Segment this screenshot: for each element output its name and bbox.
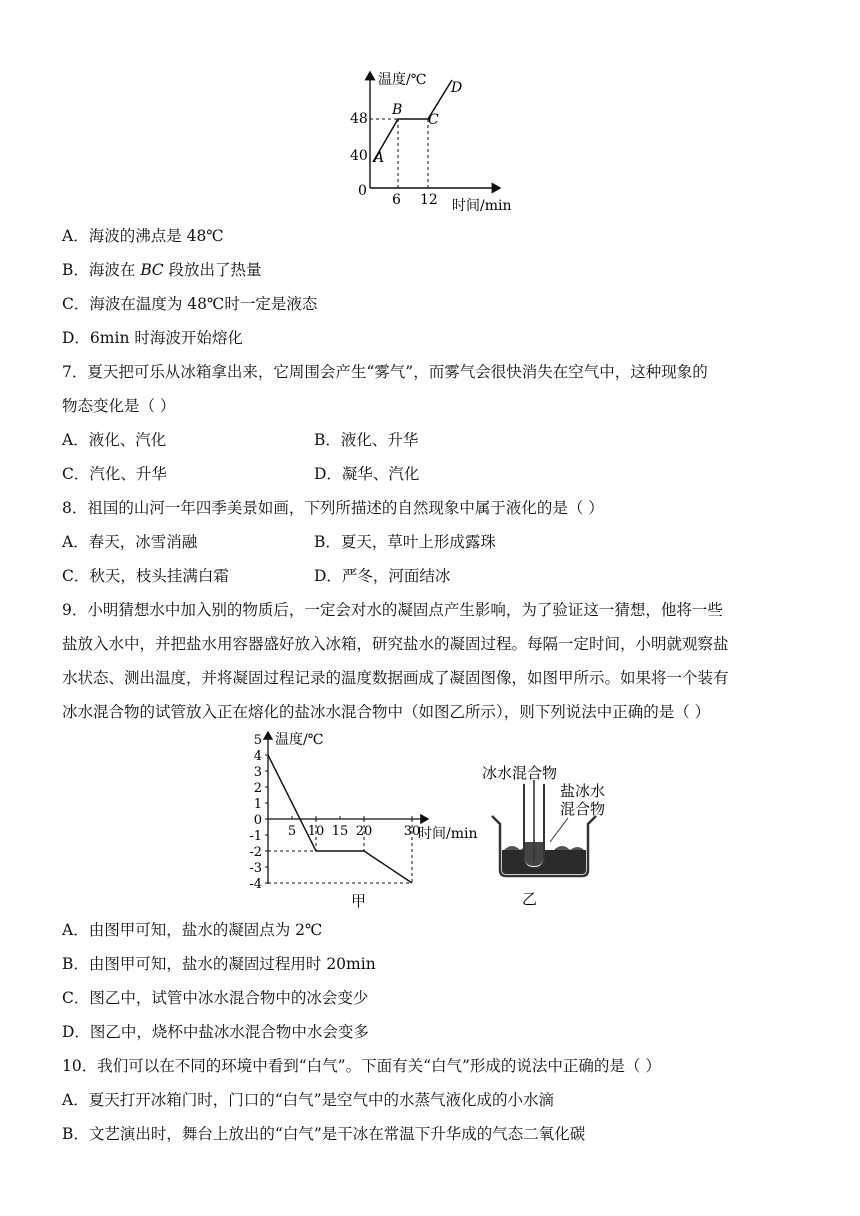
- q8-stem: 8．祖国的山河一年四季美景如画，下列所描述的自然现象中属于液化的是（ ）: [62, 499, 604, 517]
- q7-option-d: D．凝华、汽化: [314, 465, 420, 483]
- q7-stem-line2: 物态变化是（ ）: [62, 397, 176, 415]
- tick-12: 12: [420, 192, 438, 208]
- x-axis-label: 时间/min: [452, 198, 512, 214]
- y-tick-label: -1: [249, 829, 262, 844]
- figure-melting-graph: [340, 66, 530, 214]
- q8-option-c: C．秋天，枝头挂满白霜: [62, 567, 229, 585]
- y-tick-label: -3: [249, 861, 262, 876]
- y-axis-label: 温度/℃: [378, 72, 427, 88]
- q9-option-c: C．图乙中，试管中冰水混合物中的冰会变少: [62, 989, 369, 1007]
- q6-option-b: B．海波在 𝐵𝐶 段放出了热量: [62, 261, 262, 279]
- point-d: D: [451, 80, 463, 96]
- y-tick-label: 3: [253, 765, 262, 780]
- y-tick-label: 0: [253, 813, 262, 828]
- x-tick-label: 20: [355, 824, 373, 839]
- point-a: A: [374, 150, 385, 166]
- y-tick-label: 5: [253, 733, 262, 748]
- q7-stem-line1: 7．夏天把可乐从冰箱拿出来，它周围会产生“雾气”，而雾气会很快消失在空气中，这种现象的: [62, 363, 708, 381]
- q7-option-a: A．液化、汽化: [62, 431, 167, 449]
- figure-solidification-graph: [238, 728, 498, 916]
- x-tick-label: 15: [331, 824, 349, 839]
- caption-yi: 乙: [522, 890, 538, 908]
- q10-stem: 10．我们可以在不同的环境中看到“白气”。下面有关“白气”形成的说法中正确的是（ ）: [62, 1057, 661, 1075]
- tick-6: 6: [392, 192, 401, 208]
- figure-beaker-diagram: [478, 758, 638, 908]
- y-tick-label: -4: [249, 877, 262, 892]
- q8-option-b: B．夏天，草叶上形成露珠: [314, 533, 496, 551]
- q9-option-b: B．由图甲可知，盐水的凝固过程用时 20min: [62, 955, 376, 973]
- x-tick-label: 30: [403, 824, 421, 839]
- q10-option-b: B．文艺演出时，舞台上放出的“白气”是干冰在常温下升华成的气态二氧化碳: [62, 1125, 586, 1143]
- q10-option-a: A．夏天打开冰箱门时，门口的“白气”是空气中的水蒸气液化成的小水滴: [62, 1091, 555, 1109]
- label-mixture: 混合物: [560, 800, 606, 818]
- y-axis-label: 温度/℃: [275, 732, 324, 748]
- q7-option-c: C．汽化、升华: [62, 465, 167, 483]
- q9-stem-line2: 盐放入水中，并把盐水用容器盛好放入冰箱，研究盐水的凝固过程。每隔一定时间，小明就观察盐: [62, 635, 729, 653]
- y-tick-label: 1: [253, 797, 262, 812]
- melting-curve: [373, 80, 452, 162]
- y-tick-label: 4: [253, 749, 262, 764]
- point-c: C: [428, 112, 439, 128]
- q9-stem-line1: 9．小明猜想水中加入别的物质后，一定会对水的凝固点产生影响，为了验证这一猜想，他将一些: [62, 601, 723, 619]
- q8-option-a: A．春天，冰雪消融: [62, 533, 198, 551]
- point-b: B: [392, 102, 403, 118]
- tick-0: 0: [358, 183, 367, 199]
- q8-option-d: D．严冬，河面结冰: [314, 567, 451, 585]
- pointer-salt-mixture: [550, 818, 568, 842]
- q9-option-a: A．由图甲可知，盐水的凝固点为 2℃: [62, 921, 323, 939]
- x-axis-label: 时间/min: [418, 826, 478, 842]
- q7-option-b: B．液化、升华: [314, 431, 419, 449]
- x-tick-label: 10: [307, 824, 325, 839]
- tick-48: 48: [350, 111, 368, 127]
- q6-option-c: C．海波在温度为 48℃时一定是液态: [62, 295, 318, 313]
- q9-stem-line4: 冰水混合物的试管放入正在熔化的盐冰水混合物中（如图乙所示），则下列说法中正确的是（ ）: [62, 703, 711, 721]
- q9-option-d: D．图乙中，烧杯中盐冰水混合物中水会变多: [62, 1023, 369, 1041]
- q6-option-a: A．海波的沸点是 48℃: [62, 227, 224, 245]
- caption-jia: 甲: [351, 892, 367, 910]
- y-tick-label: -2: [249, 845, 262, 860]
- label-ice-water-mixture: 冰水混合物: [482, 764, 558, 782]
- y-tick-label: 2: [253, 781, 262, 796]
- x-tick-label: 5: [287, 824, 297, 839]
- tick-40: 40: [350, 148, 368, 164]
- q6-option-d: D．6min 时海波开始熔化: [62, 329, 243, 347]
- label-salt-ice-water: 盐冰水: [560, 782, 606, 800]
- q9-stem-line3: 水状态、测出温度，并将凝固过程记录的温度数据画成了凝固图像，如图甲所示。如果将一个装有: [62, 669, 729, 687]
